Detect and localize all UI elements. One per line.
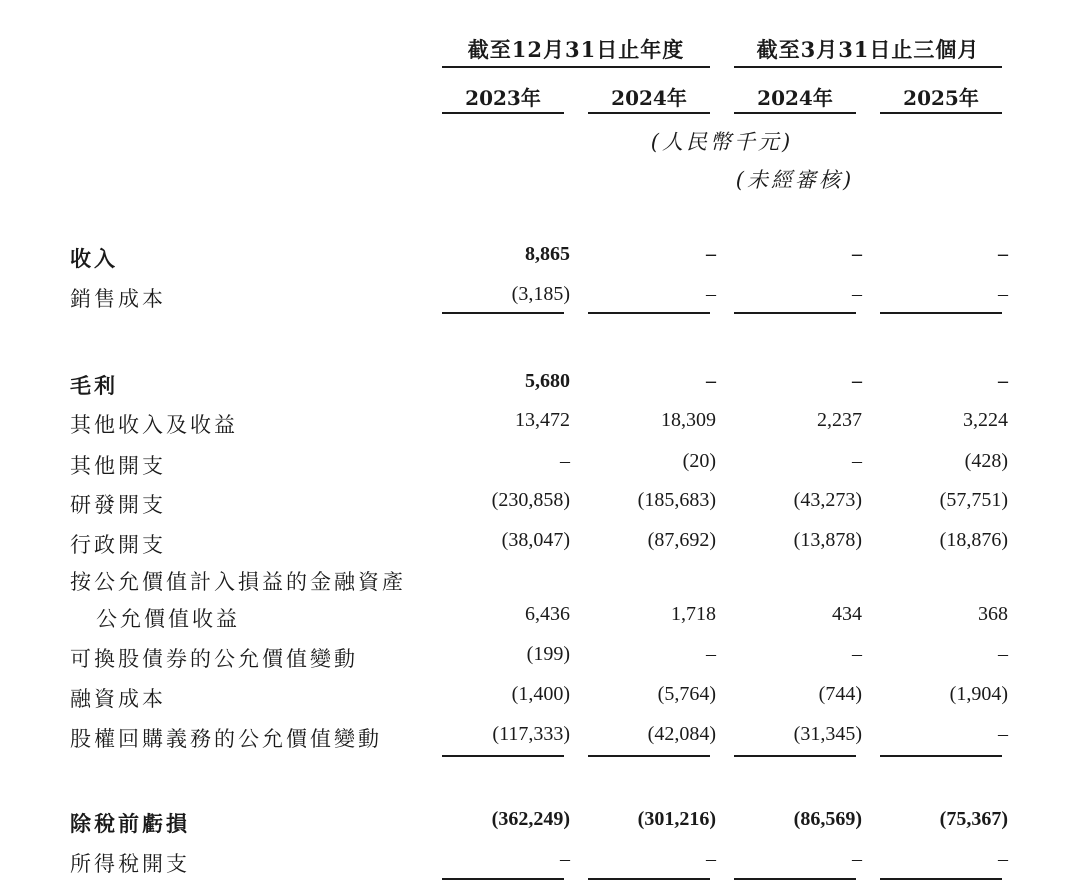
cell-revenue-2024: – bbox=[706, 243, 716, 265]
cell-convertible-2025-q1: – bbox=[998, 643, 1008, 665]
subtotal-rule-1 bbox=[442, 312, 564, 314]
cell-fvtpl-gain-2024-q1: 434 bbox=[832, 603, 862, 625]
cell-cost-of-sales-2025-q1: – bbox=[998, 283, 1008, 305]
row-label-other-income: 其他收入及收益 bbox=[70, 413, 238, 437]
year-header-2024-q1: 2024年 bbox=[757, 86, 833, 110]
subtotal-rule-3 bbox=[734, 312, 856, 314]
row-label-income-tax: 所得稅開支 bbox=[70, 852, 190, 876]
cell-income-tax-2023: – bbox=[560, 848, 570, 870]
row-label-rnd-expenses: 研發開支 bbox=[70, 493, 166, 517]
year-rule-1 bbox=[442, 112, 564, 114]
cell-loss-before-tax-2023: (362,249) bbox=[491, 808, 570, 830]
cell-gross-profit-2024: – bbox=[706, 370, 716, 392]
year-rule-3 bbox=[734, 112, 856, 114]
cell-cost-of-sales-2024-q1: – bbox=[852, 283, 862, 305]
cell-income-tax-2025-q1: – bbox=[998, 848, 1008, 870]
cell-rnd-2025-q1: (57,751) bbox=[939, 489, 1008, 511]
year-header-2025-q1: 2025年 bbox=[903, 86, 979, 110]
cell-other-income-2024-q1: 2,237 bbox=[817, 409, 862, 431]
cell-loss-before-tax-2025-q1: (75,367) bbox=[939, 808, 1008, 830]
subtotal-rule-8 bbox=[880, 755, 1002, 757]
row-label-convertible-bonds: 可換股債券的公允價值變動 bbox=[70, 647, 358, 671]
cell-rnd-2024: (185,683) bbox=[637, 489, 716, 511]
year-header-2024: 2024年 bbox=[611, 86, 687, 110]
group-header-three-months: 截至3月31日止三個月 bbox=[756, 37, 980, 62]
cell-cost-of-sales-2023: (3,185) bbox=[511, 283, 570, 305]
row-label-admin-expenses: 行政開支 bbox=[70, 533, 166, 557]
cell-cost-of-sales-2024: – bbox=[706, 283, 716, 305]
cell-gross-profit-2025-q1: – bbox=[998, 370, 1008, 392]
year-header-2023: 2023年 bbox=[465, 86, 541, 110]
unit-label: (人民幣千元) bbox=[650, 130, 794, 154]
row-label-fvtpl-line2: 公允價值收益 bbox=[96, 607, 240, 631]
group-rule-1 bbox=[442, 66, 710, 68]
row-label-gross-profit: 毛利 bbox=[70, 373, 118, 398]
cell-other-income-2023: 13,472 bbox=[515, 409, 570, 431]
subtotal-rule-6 bbox=[588, 755, 710, 757]
cell-income-tax-2024: – bbox=[706, 848, 716, 870]
cell-repurchase-2023: (117,333) bbox=[492, 723, 570, 745]
cell-other-expenses-2025-q1: (428) bbox=[964, 450, 1008, 472]
cell-finance-costs-2025-q1: (1,904) bbox=[949, 683, 1008, 705]
cell-fvtpl-gain-2025-q1: 368 bbox=[978, 603, 1008, 625]
cell-fvtpl-gain-2024: 1,718 bbox=[671, 603, 716, 625]
row-label-repurchase-obligation: 股權回購義務的公允價值變動 bbox=[70, 727, 382, 751]
subtotal-rule-2 bbox=[588, 312, 710, 314]
cell-rnd-2024-q1: (43,273) bbox=[793, 489, 862, 511]
group-rule-2 bbox=[734, 66, 1002, 68]
cell-admin-2024-q1: (13,878) bbox=[793, 529, 862, 551]
cell-fvtpl-gain-2023: 6,436 bbox=[525, 603, 570, 625]
cell-gross-profit-2024-q1: – bbox=[852, 370, 862, 392]
cell-other-income-2025-q1: 3,224 bbox=[963, 409, 1008, 431]
cell-gross-profit-2023: 5,680 bbox=[525, 370, 570, 392]
subtotal-rule-4 bbox=[880, 312, 1002, 314]
cell-revenue-2023: 8,865 bbox=[525, 243, 570, 265]
unaudited-label: (未經審核) bbox=[735, 168, 855, 192]
subtotal-rule-10 bbox=[588, 878, 710, 880]
cell-repurchase-2024: (42,084) bbox=[647, 723, 716, 745]
cell-convertible-2024: – bbox=[706, 643, 716, 665]
cell-admin-2023: (38,047) bbox=[501, 529, 570, 551]
cell-other-expenses-2024-q1: – bbox=[852, 450, 862, 472]
row-label-revenue: 收入 bbox=[70, 246, 118, 271]
cell-admin-2024: (87,692) bbox=[647, 529, 716, 551]
group-header-year-ended: 截至12月31日止年度 bbox=[467, 37, 685, 62]
row-label-finance-costs: 融資成本 bbox=[70, 687, 166, 711]
row-label-other-expenses: 其他開支 bbox=[70, 454, 166, 478]
cell-convertible-2023: (199) bbox=[526, 643, 570, 665]
cell-finance-costs-2024: (5,764) bbox=[657, 683, 716, 705]
cell-other-expenses-2023: – bbox=[560, 450, 570, 472]
subtotal-rule-11 bbox=[734, 878, 856, 880]
subtotal-rule-7 bbox=[734, 755, 856, 757]
cell-loss-before-tax-2024-q1: (86,569) bbox=[793, 808, 862, 830]
cell-revenue-2025-q1: – bbox=[998, 243, 1008, 265]
cell-other-expenses-2024: (20) bbox=[682, 450, 716, 472]
cell-revenue-2024-q1: – bbox=[852, 243, 862, 265]
cell-admin-2025-q1: (18,876) bbox=[939, 529, 1008, 551]
year-rule-2 bbox=[588, 112, 710, 114]
cell-rnd-2023: (230,858) bbox=[491, 489, 570, 511]
cell-repurchase-2024-q1: (31,345) bbox=[793, 723, 862, 745]
cell-finance-costs-2023: (1,400) bbox=[511, 683, 570, 705]
subtotal-rule-9 bbox=[442, 878, 564, 880]
cell-other-income-2024: 18,309 bbox=[661, 409, 716, 431]
cell-finance-costs-2024-q1: (744) bbox=[818, 683, 862, 705]
row-label-fvtpl-line1: 按公允價值計入損益的金融資產 bbox=[70, 570, 406, 594]
cell-loss-before-tax-2024: (301,216) bbox=[637, 808, 716, 830]
cell-income-tax-2024-q1: – bbox=[852, 848, 862, 870]
year-rule-4 bbox=[880, 112, 1002, 114]
subtotal-rule-12 bbox=[880, 878, 1002, 880]
row-label-cost-of-sales: 銷售成本 bbox=[70, 287, 166, 311]
row-label-loss-before-tax: 除稅前虧損 bbox=[70, 811, 190, 836]
cell-convertible-2024-q1: – bbox=[852, 643, 862, 665]
cell-repurchase-2025-q1: – bbox=[998, 723, 1008, 745]
subtotal-rule-5 bbox=[442, 755, 564, 757]
